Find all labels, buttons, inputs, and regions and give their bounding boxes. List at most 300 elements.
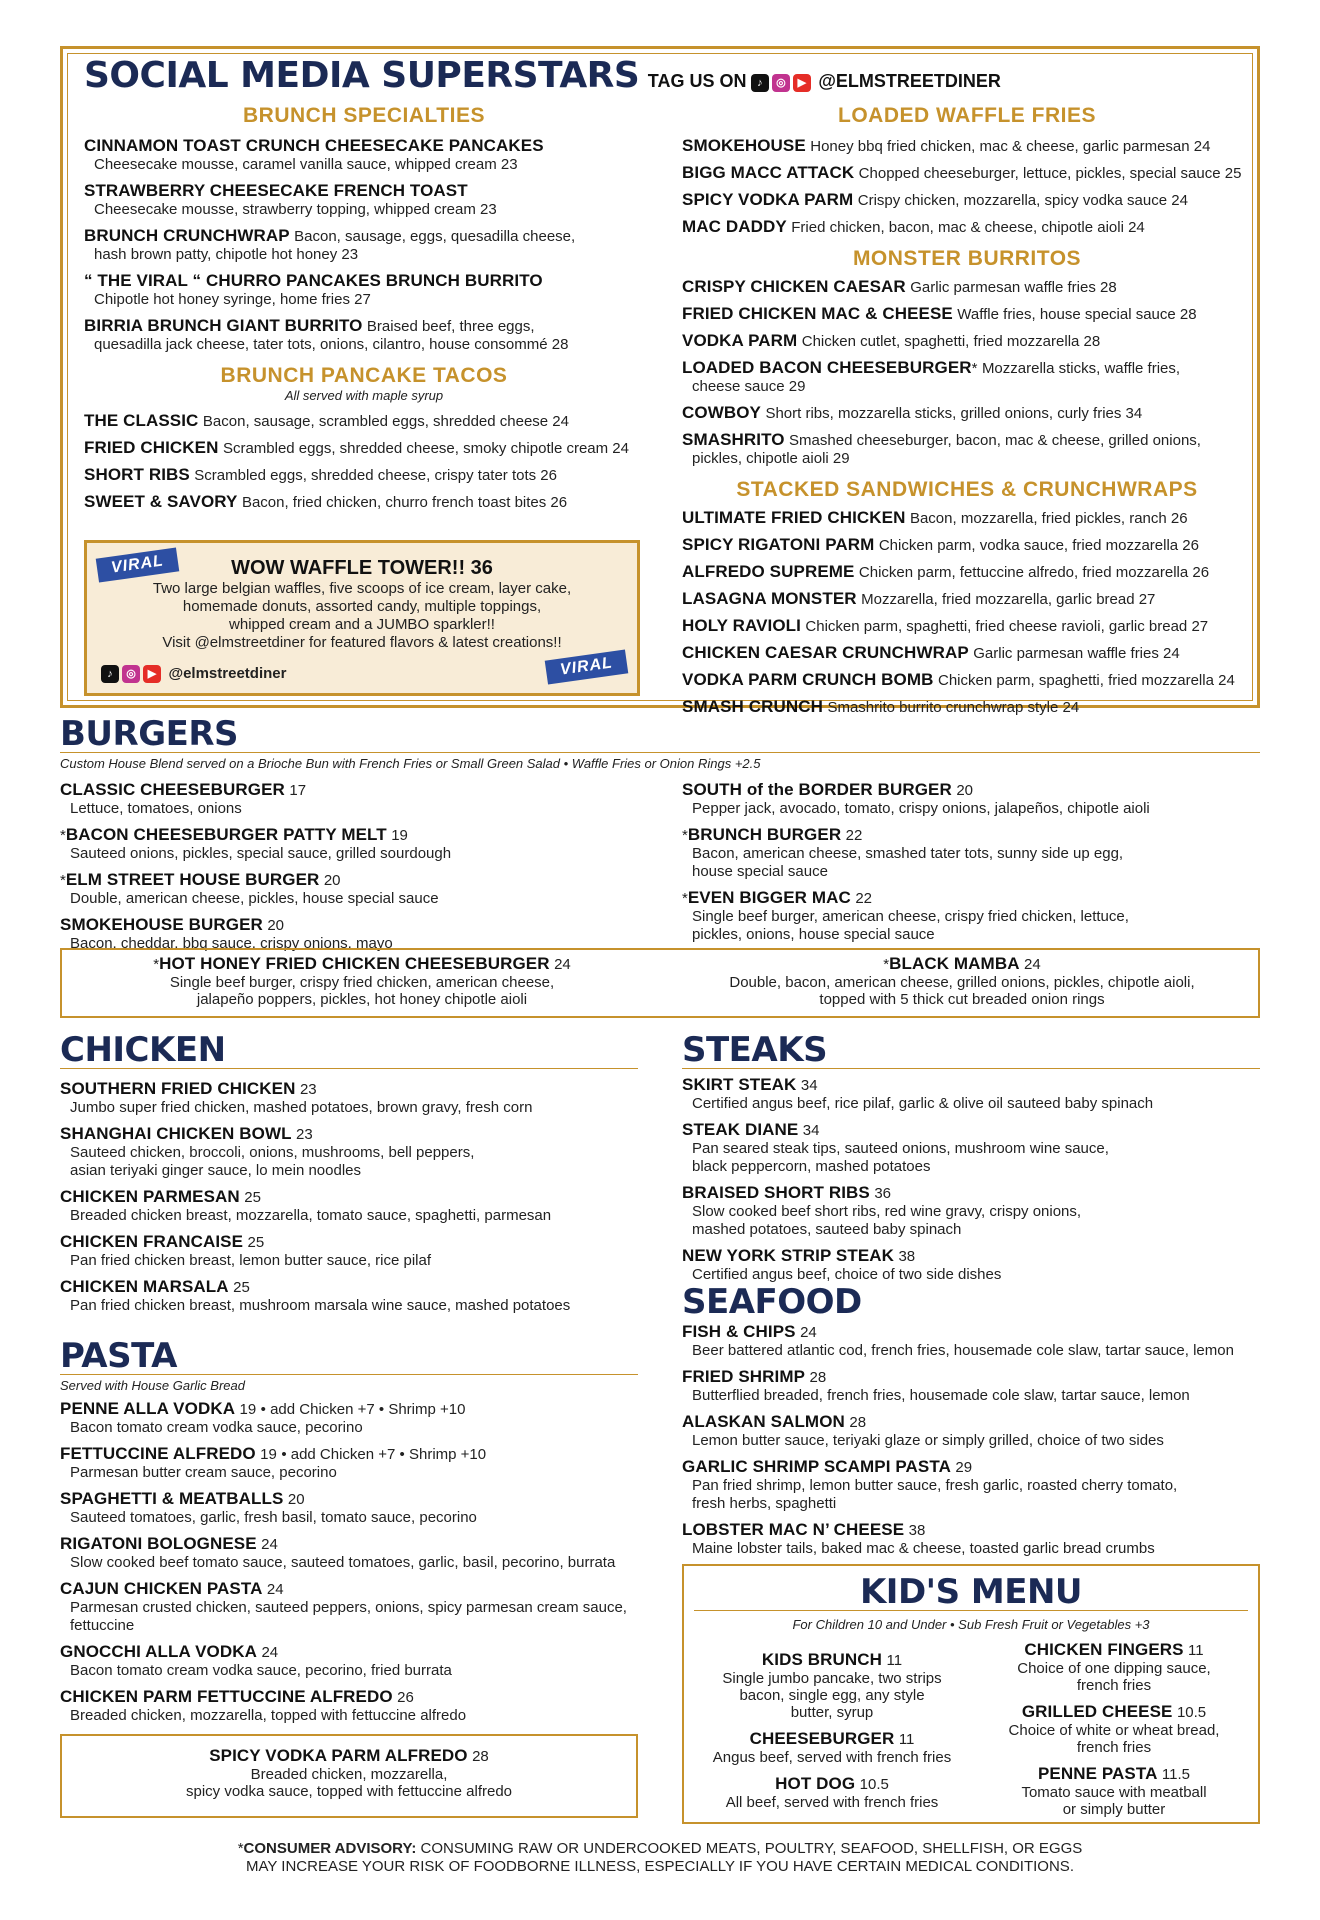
item-desc: topped with 5 thick cut breaded onion rings [819, 991, 1105, 1008]
menu-item [84, 226, 644, 264]
item-name: LASAGNA MONSTER [682, 589, 857, 608]
item-name: SPICY VODKA PARM [682, 190, 854, 209]
item-desc: Parmesan crusted chicken, sauteed peppers, onions, spicy parmesan cream sauce, [70, 1599, 627, 1616]
item-inline-desc: Bacon, sausage, scrambled eggs, shredded cheese 24 [202, 413, 569, 430]
item-price: 24 [266, 1581, 284, 1598]
kids-item [692, 1729, 972, 1766]
item-inline-desc: Chopped cheeseburger, lettuce, pickles, special sauce 25 [858, 165, 1242, 182]
item-price: 20 [287, 1491, 305, 1508]
waffle-tower-desc [87, 580, 637, 652]
steaks-heading: STEAKS [682, 1032, 1260, 1069]
item-desc: quesadilla jack cheese, tater tots, onions, cilantro, house consommé 28 [94, 336, 569, 353]
menu-item [682, 277, 1252, 297]
item-desc: Breaded chicken, mozzarella, topped with fettuccine alfredo [70, 1707, 467, 1724]
menu-item [60, 870, 660, 908]
menu-item [682, 643, 1252, 663]
kids-left-list [692, 1650, 972, 1819]
item-desc: Pan seared steak tips, sauteed onions, mushroom wine sauce, [692, 1140, 1109, 1157]
item-name: SPAGHETTI & MEATBALLS [60, 1489, 284, 1508]
item-star: * [153, 956, 160, 973]
waffle-line: Two large belgian waffles, five scoops of ice cream, layer cake, [152, 580, 572, 597]
item-name: FRIED SHRIMP [682, 1367, 806, 1386]
item-price: 20 [267, 917, 285, 934]
item-price: 10.5 [859, 1776, 889, 1793]
advisory-line-1: CONSUMING RAW OR UNDERCOOKED MEATS, POULTRY, SEAFOOD, SHELLFISH, OR EGGS [420, 1840, 1083, 1857]
youtube-icon: ▶ [793, 74, 811, 92]
item-price: 11.5 [1161, 1766, 1191, 1783]
item-name: SMOKEHOUSE BURGER [60, 915, 263, 934]
tiktok-icon: ♪ [751, 74, 769, 92]
pancake-tacos-heading: BRUNCH PANCAKE TACOS [220, 364, 508, 387]
item-name: CHICKEN FINGERS [1024, 1640, 1184, 1659]
menu-item [60, 1534, 638, 1572]
item-star: * [682, 890, 688, 907]
item-name: SHORT RIBS [84, 465, 190, 484]
item-name: SMASHRITO [682, 430, 785, 449]
item-inline-desc: Fried chicken, bacon, mac & cheese, chipotle aioli 24 [791, 219, 1145, 236]
menu-item [60, 1579, 638, 1635]
item-desc: Jumbo super fried chicken, mashed potatoes, brown gravy, fresh corn [70, 1099, 533, 1116]
item-name: LOADED BACON CHEESEBURGER [682, 358, 972, 377]
item-desc: Breaded chicken breast, mozzarella, tomato sauce, spaghetti, parmesan [70, 1207, 552, 1224]
item-name: CLASSIC CHEESEBURGER [60, 780, 285, 799]
menu-item [682, 1075, 1260, 1113]
item-price: 11 [1188, 1642, 1204, 1659]
kids-item [692, 1650, 972, 1721]
item-name: PENNE ALLA VODKA [60, 1399, 236, 1418]
item-price: 24 [1024, 956, 1041, 973]
item-price: 36 [874, 1185, 892, 1202]
pasta-note: Served with House Garlic Bread [60, 1378, 245, 1393]
burgers-heading: BURGERS [60, 716, 1260, 753]
menu-item [60, 1079, 638, 1117]
item-inline-desc: Mozzarella, fried mozzarella, garlic bread 27 [861, 591, 1156, 608]
kids-item [974, 1702, 1254, 1756]
waffle-line: Visit @elmstreetdiner for featured flavors & latest creations!! [162, 634, 562, 651]
item-desc: Lettuce, tomatoes, onions [70, 800, 242, 817]
menu-item [682, 888, 1262, 944]
item-name: BRUNCH BURGER [687, 825, 842, 844]
menu-item [60, 1687, 638, 1725]
item-price: 34 [802, 1122, 820, 1139]
item-price: 24 [261, 1536, 278, 1553]
item-name: ULTIMATE FRIED CHICKEN [682, 508, 906, 527]
item-inline-desc: Braised beef, three eggs, [366, 318, 535, 335]
menu-item [84, 465, 644, 485]
item-inline-desc: Mozzarella sticks, waffle fries, [981, 360, 1181, 377]
item-price: 25 [247, 1234, 265, 1251]
menu-item [682, 697, 1252, 717]
menu-item [682, 403, 1252, 423]
menu-item [60, 1232, 638, 1270]
item-inline-desc: Chicken parm, fettuccine alfredo, fried mozzarella 26 [858, 564, 1210, 581]
item-desc: jalapeño poppers, pickles, hot honey chipotle aioli [196, 991, 528, 1008]
item-inline-desc: Waffle fries, house special sauce 28 [957, 306, 1197, 323]
item-name: BACON CHEESEBURGER PATTY MELT [65, 825, 387, 844]
waffle-social [101, 665, 286, 683]
item-name: CHICKEN CAESAR CRUNCHWRAP [682, 643, 969, 662]
item-name: SKIRT STEAK [682, 1075, 797, 1094]
item-desc: hash brown patty, chipotle hot honey 23 [94, 246, 359, 263]
item-name: FRIED CHICKEN MAC & CHEESE [682, 304, 953, 323]
menu-item [682, 358, 1252, 396]
item-desc: Slow cooked beef short ribs, red wine gravy, crispy onions, [692, 1203, 1082, 1220]
chicken-section [60, 1032, 638, 1322]
item-desc: Breaded chicken, mozzarella, [250, 1766, 448, 1783]
item-desc: Maine lobster tails, baked mac & cheese, toasted garlic bread crumbs [692, 1540, 1155, 1557]
menu-item [682, 190, 1252, 210]
item-price: 20 [956, 782, 974, 799]
item-price: 22 [855, 890, 873, 907]
item-desc: Slow cooked beef tomato sauce, sauteed tomatoes, garlic, basil, pecorino, burrata [70, 1554, 616, 1571]
brunch-specialties-heading: BRUNCH SPECIALTIES [243, 104, 485, 127]
item-inline-desc: Bacon, sausage, eggs, quesadilla cheese, [294, 228, 576, 245]
item-desc: Single beef burger, american cheese, crispy fried chicken, lettuce, [692, 908, 1129, 925]
advisory-line-2: MAY INCREASE YOUR RISK OF FOODBORNE ILLNESS, ESPECIALLY IF YOU HAVE CERTAIN MEDICAL CONDITIONS. [246, 1858, 1074, 1875]
waffle-tower-title: WOW WAFFLE TOWER!! 36 [231, 557, 493, 579]
item-star: * [883, 956, 890, 973]
featured-burger-black-mamba [662, 954, 1262, 1008]
item-name: FRIED CHICKEN [84, 438, 219, 457]
item-desc: Bacon, american cheese, smashed tater tots, sunny side up egg, [692, 845, 1124, 862]
kids-right-list [974, 1640, 1254, 1826]
item-price: 29 [955, 1459, 973, 1476]
item-star: * [971, 360, 978, 377]
item-name: EVEN BIGGER MAC [687, 888, 851, 907]
burgers-right-list [682, 780, 1262, 951]
advisory-label: CONSUMER ADVISORY: [243, 1840, 417, 1857]
item-desc: butter, syrup [790, 1704, 874, 1721]
item-price: 24 [554, 956, 571, 973]
youtube-icon: ▶ [143, 665, 161, 683]
menu-item [84, 438, 644, 458]
item-name: SHANGHAI CHICKEN BOWL [60, 1124, 292, 1143]
item-desc: Pan fried chicken breast, mushroom marsala wine sauce, mashed potatoes [70, 1297, 571, 1314]
menu-item [682, 1246, 1260, 1284]
item-desc: Sauteed tomatoes, garlic, fresh basil, tomato sauce, pecorino [70, 1509, 477, 1526]
item-desc: Pepper jack, avocado, tomato, crispy onions, jalapeños, chipotle aioli [692, 800, 1150, 817]
menu-item [60, 780, 660, 818]
item-name: FETTUCCINE ALFREDO [60, 1444, 256, 1463]
kids-menu-note: For Children 10 and Under • Sub Fresh Fruit or Vegetables +3 [792, 1617, 1150, 1632]
menu-item [84, 181, 644, 219]
kids-item [974, 1640, 1254, 1694]
item-desc: Bacon tomato cream vodka sauce, pecorino, fried burrata [70, 1662, 452, 1679]
right-top-column [682, 104, 1252, 724]
item-desc: Choice of one dipping sauce, [1017, 1660, 1211, 1677]
pasta-list [60, 1399, 638, 1725]
item-name: GRILLED CHEESE [1021, 1702, 1173, 1721]
menu-item [84, 316, 644, 354]
item-desc: Double, bacon, american cheese, grilled onions, pickles, chipotle aioli, [729, 974, 1195, 991]
brunch-column [84, 104, 644, 519]
item-desc: bacon, single egg, any style [739, 1687, 925, 1704]
item-desc: mashed potatoes, sauteed baby spinach [692, 1221, 962, 1238]
item-name: HOLY RAVIOLI [682, 616, 801, 635]
item-desc: pickles, chipotle aioli 29 [692, 450, 850, 467]
item-name: “ THE VIRAL “ CHURRO PANCAKES BRUNCH BURRITO [84, 271, 543, 290]
tag-us-label: TAG US ON [647, 71, 747, 91]
item-desc: Lemon butter sauce, teriyaki glaze or simply grilled, choice of two sides [692, 1432, 1164, 1449]
menu-item [60, 825, 660, 863]
item-name: CINNAMON TOAST CRUNCH CHEESECAKE PANCAKES [84, 136, 544, 155]
burgers-left-list [60, 780, 660, 960]
menu-item [60, 1124, 638, 1180]
item-desc: Choice of white or wheat bread, [1008, 1722, 1220, 1739]
item-desc: Bacon tomato cream vodka sauce, pecorino [70, 1419, 363, 1436]
waffle-fries-list [682, 136, 1252, 237]
item-desc: fettuccine [70, 1617, 135, 1634]
waffle-line: whipped cream and a JUMBO sparkler!! [229, 616, 495, 633]
item-name: CRISPY CHICKEN CAESAR [682, 277, 906, 296]
item-name: HOT HONEY FRIED CHICKEN CHEESEBURGER [159, 954, 550, 973]
item-price: 28 [809, 1369, 827, 1386]
item-inline-desc: Garlic parmesan waffle fries 28 [910, 279, 1117, 296]
item-name: PENNE PASTA [1037, 1764, 1158, 1783]
instagram-icon: ◎ [122, 665, 140, 683]
item-name: SPICY RIGATONI PARM [682, 535, 875, 554]
item-price: 23 [296, 1126, 313, 1143]
menu-item [682, 1412, 1260, 1450]
item-price: 19 [260, 1446, 277, 1463]
pancake-tacos-note: All served with maple syrup [284, 388, 444, 403]
kids-menu-heading: KID'S MENU [859, 1572, 1083, 1612]
item-price: 22 [845, 827, 863, 844]
item-desc: Certified angus beef, choice of two side dishes [692, 1266, 1002, 1283]
item-name: KIDS BRUNCH [761, 1650, 883, 1669]
item-name: CHICKEN PARMESAN [60, 1187, 240, 1206]
item-star: * [60, 872, 66, 889]
page-title: SOCIAL MEDIA SUPERSTARS [84, 55, 640, 96]
item-name: STRAWBERRY CHEESECAKE FRENCH TOAST [84, 181, 468, 200]
item-name: BRAISED SHORT RIBS [682, 1183, 870, 1202]
item-desc: Cheesecake mousse, strawberry topping, whipped cream 23 [94, 201, 497, 218]
item-name: MAC DADDY [682, 217, 787, 236]
brunch-specialties-list [84, 136, 644, 354]
item-inline-desc: Short ribs, mozzarella sticks, grilled onions, curly fries 34 [765, 405, 1143, 422]
item-inline-desc: Crispy chicken, mozzarella, spicy vodka sauce 24 [857, 192, 1188, 209]
item-desc: french fries [1076, 1677, 1152, 1694]
item-desc: Pan fried shrimp, lemon butter sauce, fresh garlic, roasted cherry tomato, [692, 1477, 1178, 1494]
social-handle: @ELMSTREETDINER [818, 71, 1001, 91]
item-name: CHEESEBURGER [749, 1729, 895, 1748]
item-desc: spicy vodka sauce, topped with fettuccine alfredo [185, 1783, 513, 1800]
item-price: 28 [472, 1748, 489, 1765]
item-desc: Angus beef, served with french fries [712, 1749, 952, 1766]
item-desc: Double, american cheese, pickles, house special sauce [70, 890, 439, 907]
item-name: CHICKEN MARSALA [60, 1277, 229, 1296]
featured-pasta-box [60, 1734, 638, 1818]
item-inline-desc: Chicken cutlet, spaghetti, fried mozzarella 28 [801, 333, 1101, 350]
menu-item [682, 825, 1262, 881]
sandwiches-list [682, 508, 1252, 717]
kids-menu-box [682, 1564, 1260, 1824]
menu-item [84, 271, 644, 309]
menu-item [682, 1367, 1260, 1405]
item-desc: Cheesecake mousse, caramel vanilla sauce, whipped cream 23 [94, 156, 518, 173]
waffle-line: homemade donuts, assorted candy, multiple toppings, [182, 598, 542, 615]
item-desc: Single beef burger, crispy fried chicken, american cheese, [169, 974, 555, 991]
item-inline-desc: Chicken parm, vodka sauce, fried mozzarella 26 [878, 537, 1199, 554]
waffle-tower-box [84, 540, 640, 696]
viral-badge-bottom: VIRAL [545, 649, 629, 684]
seafood-heading: SEAFOOD [682, 1282, 862, 1322]
item-desc: Butterflied breaded, french fries, housemade cole slaw, tartar sauce, lemon [692, 1387, 1190, 1404]
item-name: NEW YORK STRIP STEAK [682, 1246, 895, 1265]
item-desc: Sauteed chicken, broccoli, onions, mushrooms, bell peppers, [70, 1144, 475, 1161]
menu-item [682, 217, 1252, 237]
item-price: 24 [261, 1644, 279, 1661]
item-price: 25 [233, 1279, 250, 1296]
burgers-section [60, 716, 1260, 781]
item-name: THE CLASSIC [84, 411, 199, 430]
consumer-advisory [60, 1840, 1260, 1876]
item-inline-desc: Smashrito burrito crunchwrap style 24 [827, 699, 1080, 716]
seafood-list [682, 1322, 1260, 1558]
featured-burgers-box [60, 948, 1260, 1018]
item-price: 25 [244, 1189, 261, 1206]
item-name: BLACK MAMBA [889, 954, 1020, 973]
item-name: BIGG MACC ATTACK [682, 163, 855, 182]
menu-item [60, 1642, 638, 1680]
burritos-heading: MONSTER BURRITOS [852, 247, 1082, 270]
menu-item [84, 492, 644, 512]
menu-item [682, 562, 1252, 582]
item-star: * [60, 827, 66, 844]
menu-item [682, 136, 1252, 156]
item-price: 17 [289, 782, 307, 799]
item-name: LOBSTER MAC N’ CHEESE [682, 1520, 905, 1539]
menu-item [682, 616, 1252, 636]
item-inline-desc: Bacon, mozzarella, fried pickles, ranch 26 [909, 510, 1188, 527]
chicken-heading: CHICKEN [60, 1032, 638, 1069]
item-extra: • add Chicken +7 • Shrimp +10 [281, 1446, 487, 1463]
item-name: SOUTH of the BORDER BURGER [682, 780, 952, 799]
menu-item [60, 1187, 638, 1225]
instagram-icon: ◎ [772, 74, 790, 92]
menu-item [682, 1457, 1260, 1513]
item-price: 11 [886, 1652, 903, 1669]
menu-item [60, 1489, 638, 1527]
item-name: RIGATONI BOLOGNESE [60, 1534, 257, 1553]
seafood-section [682, 1284, 1260, 1565]
item-name: CHICKEN FRANCAISE [60, 1232, 244, 1251]
item-name: CAJUN CHICKEN PASTA [60, 1579, 263, 1598]
menu-item [682, 163, 1252, 183]
item-desc: house special sauce [692, 863, 828, 880]
item-name: BIRRIA BRUNCH GIANT BURRITO [84, 316, 363, 335]
item-name: BRUNCH CRUNCHWRAP [84, 226, 290, 245]
item-price: 38 [908, 1522, 926, 1539]
item-name: SWEET & SAVORY [84, 492, 238, 511]
item-star: * [682, 827, 688, 844]
item-desc: Sauteed onions, pickles, special sauce, grilled sourdough [70, 845, 452, 862]
item-desc: Certified angus beef, rice pilaf, garlic & olive oil sauteed baby spinach [692, 1095, 1154, 1112]
item-price: 38 [898, 1248, 916, 1265]
menu-item [84, 136, 644, 174]
menu-item [682, 589, 1252, 609]
item-name: VODKA PARM [682, 331, 798, 350]
menu-item [682, 780, 1262, 818]
item-name: CHICKEN PARM FETTUCCINE ALFREDO [60, 1687, 393, 1706]
burgers-note: Custom House Blend served on a Brioche Bun with French Fries or Small Green Salad • Waffle Fries or Onion Rings +2.5 [60, 756, 761, 771]
waffle-handle: @elmstreetdiner [168, 665, 287, 682]
steaks-list [682, 1075, 1260, 1284]
item-desc: black peppercorn, mashed potatoes [692, 1158, 931, 1175]
item-price: 19 [239, 1401, 257, 1418]
item-price: 34 [800, 1077, 818, 1094]
item-desc: Parmesan butter cream sauce, pecorino [70, 1464, 337, 1481]
menu-item [682, 1322, 1260, 1360]
item-name: SPICY VODKA PARM ALFREDO [209, 1746, 468, 1765]
item-name: ELM STREET HOUSE BURGER [65, 870, 320, 889]
item-desc: Bacon, cheddar, bbq sauce, crispy onions, mayo [70, 935, 393, 952]
item-inline-desc: Honey bbq fried chicken, mac & cheese, garlic parmesan 24 [810, 138, 1211, 155]
item-inline-desc: Chicken parm, spaghetti, fried mozzarella 24 [937, 672, 1235, 689]
item-desc: Tomato sauce with meatball [1021, 1784, 1207, 1801]
kids-item [974, 1764, 1254, 1818]
item-price: 26 [397, 1689, 414, 1706]
menu-item [84, 411, 644, 431]
item-desc: pickles, onions, house special sauce [692, 926, 935, 943]
item-name: SOUTHERN FRIED CHICKEN [60, 1079, 296, 1098]
menu-item [682, 1183, 1260, 1239]
viral-badge: VIRAL [96, 547, 180, 582]
item-desc: or simply butter [1062, 1801, 1166, 1818]
item-price: 20 [323, 872, 341, 889]
menu-item [682, 1120, 1260, 1176]
menu-item [60, 1399, 638, 1437]
top-header [84, 55, 1001, 96]
item-desc: fresh herbs, spaghetti [692, 1495, 837, 1512]
kids-item [692, 1774, 972, 1811]
menu-item [682, 670, 1252, 690]
menu-item [60, 1277, 638, 1315]
item-desc: Beer battered atlantic cod, french fries, housemade cole slaw, tartar sauce, lemon [692, 1342, 1234, 1359]
featured-burger-hot-honey [62, 954, 662, 1008]
item-price: 28 [849, 1414, 867, 1431]
item-name: COWBOY [682, 403, 761, 422]
menu-item [682, 1520, 1260, 1558]
pasta-section [60, 1338, 638, 1732]
menu-item [60, 1444, 638, 1482]
item-name: HOT DOG [775, 1774, 856, 1793]
item-inline-desc: Garlic parmesan waffle fries 24 [973, 645, 1180, 662]
item-inline-desc: Chicken parm, spaghetti, fried cheese ravioli, garlic bread 27 [805, 618, 1209, 635]
menu-item [682, 331, 1252, 351]
menu-item [682, 430, 1252, 468]
item-inline-desc: Scrambled eggs, shredded cheese, smoky chipotle cream 24 [222, 440, 629, 457]
item-inline-desc: Bacon, fried chicken, churro french toast bites 26 [241, 494, 568, 511]
item-name: STEAK DIANE [682, 1120, 799, 1139]
item-price: 11 [898, 1731, 915, 1748]
item-name: ALFREDO SUPREME [682, 562, 855, 581]
item-name: GNOCCHI ALLA VODKA [60, 1642, 257, 1661]
item-price: 24 [800, 1324, 817, 1341]
item-price: 10.5 [1176, 1704, 1207, 1721]
advisory-star: * [237, 1840, 244, 1857]
item-inline-desc: Smashed cheeseburger, bacon, mac & cheese, grilled onions, [789, 432, 1201, 449]
item-name: SMASH CRUNCH [682, 697, 823, 716]
item-name: ALASKAN SALMON [682, 1412, 845, 1431]
sandwiches-heading: STACKED SANDWICHES & CRUNCHWRAPS [736, 478, 1198, 501]
item-price: 23 [299, 1081, 317, 1098]
steaks-section [682, 1032, 1260, 1291]
menu-item [682, 304, 1252, 324]
tiktok-icon: ♪ [101, 665, 119, 683]
item-name: GARLIC SHRIMP SCAMPI PASTA [682, 1457, 951, 1476]
item-desc: Single jumbo pancake, two strips [722, 1670, 942, 1687]
